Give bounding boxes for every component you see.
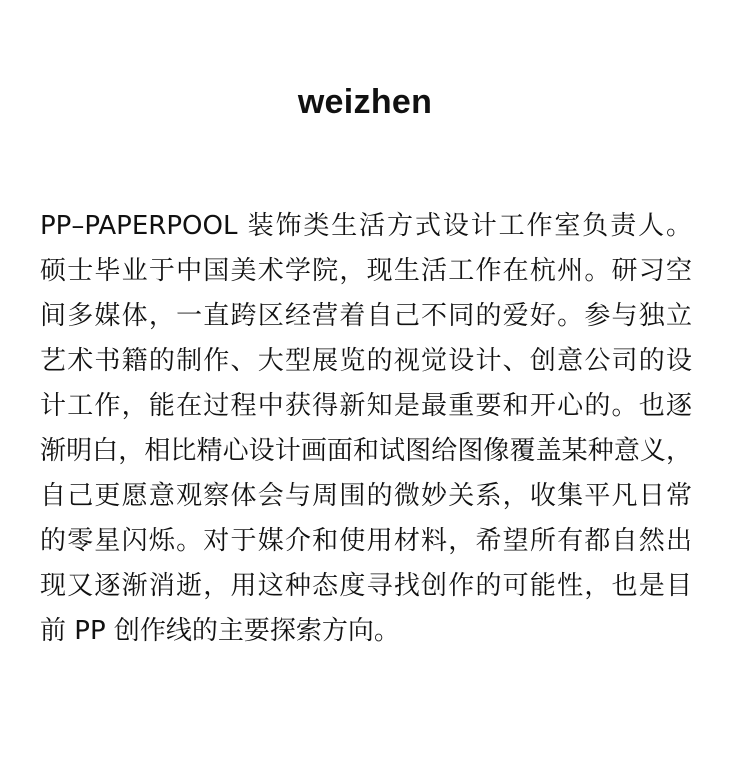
paragraph-line: 的零星闪烁。对于媒介和使用材料，希望所有都自然出 — [40, 526, 692, 556]
paragraph-line: 渐明白，相比精心设计画面和试图给图像覆盖某种意义， — [40, 436, 692, 466]
paragraph-line: 艺术书籍的制作、大型展览的视觉设计、创意公司的设 — [40, 346, 692, 376]
paragraph-line: 硕士毕业于中国美术学院，现生活工作在杭州。研习空 — [40, 256, 692, 286]
paragraph-line: 现又逐渐消逝，用这种态度寻找创作的可能性，也是目 — [40, 571, 692, 601]
paragraph-line: 间多媒体，一直跨区经营着自己不同的爱好。参与独立 — [40, 301, 692, 331]
paragraph-line: 自己更愿意观察体会与周围的微妙关系，收集平凡日常 — [40, 481, 692, 511]
bio-paragraph — [40, 204, 692, 654]
page-title: weizhen — [297, 83, 433, 121]
paragraph-line: 前 PP 创作线的主要探索方向。 — [40, 616, 400, 646]
paragraph-line: 计工作，能在过程中获得新知是最重要和开心的。也逐 — [40, 391, 692, 421]
paragraph-line: PP–PAPERPOOL 装饰类生活方式设计工作室负责人。 — [40, 211, 692, 241]
